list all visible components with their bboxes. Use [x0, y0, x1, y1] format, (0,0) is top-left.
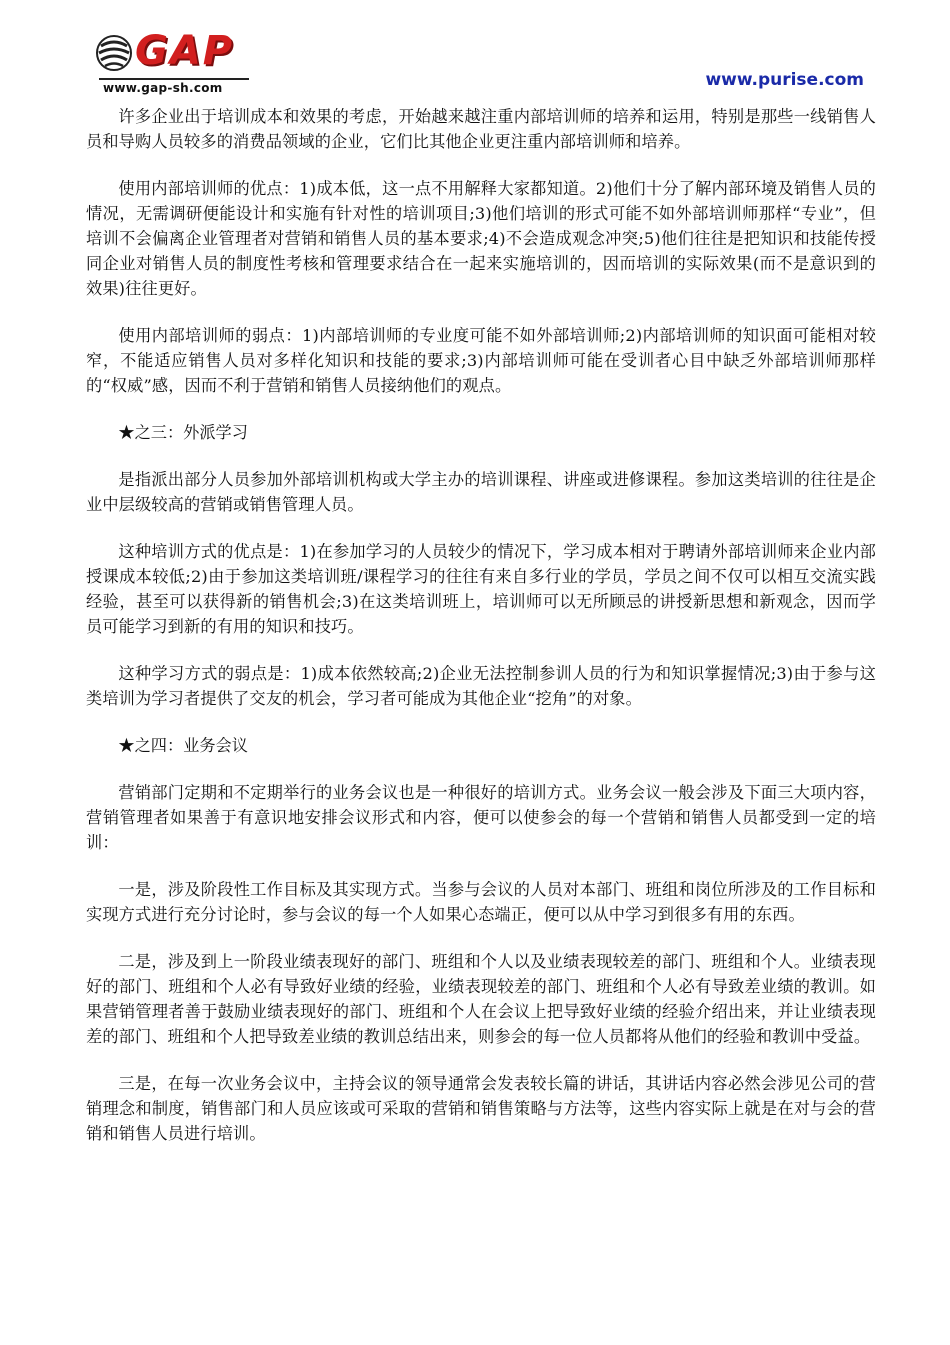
paragraph-external-study-pros: 这种培训方式的优点是：1)在参加学习的人员较少的情况下，学习成本相对于聘请外部培训师来企业内部授课成本较低;2)由于参加这类培训班/课程学习的往往有来自多行业的学员，学员之间不仅可以相互交流实践经验，甚至可以获得新的销售机会;3)在这类培训班上，培训师可以无所顾忌的讲授新思想和新观念，因而学员可能学习到新的有用的知识和技巧。	[86, 542, 876, 636]
gap-logo	[95, 28, 255, 98]
paragraph-internal-trainer-pros: 使用内部培训师的优点：1)成本低，这一点不用解释大家都知道。2)他们十分了解内部环境及销售人员的情况，无需调研便能设计和实施有针对性的培训项目;3)他们培训的形式可能不如外部培训师那样“专业”，但培训不会偏离企业管理者对营销和销售人员的基本要求;4)不会造成观念冲突;5)他们往往是把知识和技能传授同企业对销售人员的制度性考核和管理要求结合在一起来实施培训的，因而培训的实际效果(而不是意识到的效果)往往更好。	[86, 179, 876, 298]
paragraph-meeting-item-one: 一是，涉及阶段性工作目标及其实现方式。当参与会议的人员对本部门、班组和岗位所涉及的工作目标和实现方式进行充分讨论时，参与会议的每一个人如果心态端正，便可以从中学习到很多有用的东西。	[86, 880, 876, 924]
paragraph-internal-trainer-intro: 许多企业出于培训成本和效果的考虑，开始越来越注重内部培训师的培养和运用，特别是那些一线销售人员和导购人员较多的消费品领域的企业，它们比其他企业更注重内部培训师和培养。	[86, 107, 876, 151]
logo-divider	[99, 78, 249, 80]
page-header	[0, 0, 950, 100]
section-heading-business-meeting: ★之四：业务会议	[118, 736, 248, 755]
paragraph-external-study-definition: 是指派出部分人员参加外部培训机构或大学主办的培训课程、讲座或进修课程。参加这类培训的往往是企业中层级较高的营销或销售管理人员。	[86, 470, 876, 514]
paragraph-business-meeting-intro: 营销部门定期和不定期举行的业务会议也是一种很好的培训方式。业务会议一般会涉及下面三大项内容，营销管理者如果善于有意识地安排会议形式和内容，便可以使参会的每一个营销和销售人员都受到一定的培训：	[86, 783, 876, 852]
document-body	[86, 104, 876, 1168]
swirl-logo-icon	[95, 34, 133, 72]
paragraph-meeting-item-two: 二是，涉及到上一阶段业绩表现好的部门、班组和个人以及业绩表现较差的部门、班组和个人。业绩表现好的部门、班组和个人必有导致好业绩的经验，业绩表现较差的部门、班组和个人必有导致差业绩的教训。如果营销管理者善于鼓励业绩表现好的部门、班组和个人在会议上把导致好业绩的经验介绍出来，并让业绩表现差的部门、班组和个人把导致差业绩的教训总结出来，则参会的每一位人员都将从他们的经验和教训中受益。	[86, 952, 876, 1046]
paragraph-meeting-item-three: 三是，在每一次业务会议中，主持会议的领导通常会发表较长篇的讲话，其讲话内容必然会涉见公司的营销理念和制度，销售部门和人员应该或可采取的营销和销售策略与方法等，这些内容实际上就是在对与会的营销和销售人员进行培训。	[86, 1074, 876, 1143]
logo-wordmark: GAP	[135, 28, 235, 74]
site-url-link[interactable]: www.purise.com	[705, 70, 864, 90]
section-heading-external-study: ★之三：外派学习	[118, 423, 248, 442]
logo-url-text: www.gap-sh.com	[103, 81, 223, 95]
paragraph-internal-trainer-cons: 使用内部培训师的弱点：1)内部培训师的专业度可能不如外部培训师;2)内部培训师的知识面可能相对较窄，不能适应销售人员对多样化知识和技能的要求;3)内部培训师可能在受训者心目中缺乏外部培训师那样的“权威”感，因而不利于营销和销售人员接纳他们的观点。	[86, 326, 876, 395]
paragraph-external-study-cons: 这种学习方式的弱点是：1)成本依然较高;2)企业无法控制参训人员的行为和知识掌握情况;3)由于参与这类培训为学习者提供了交友的机会，学习者可能成为其他企业“挖角”的对象。	[86, 664, 876, 708]
